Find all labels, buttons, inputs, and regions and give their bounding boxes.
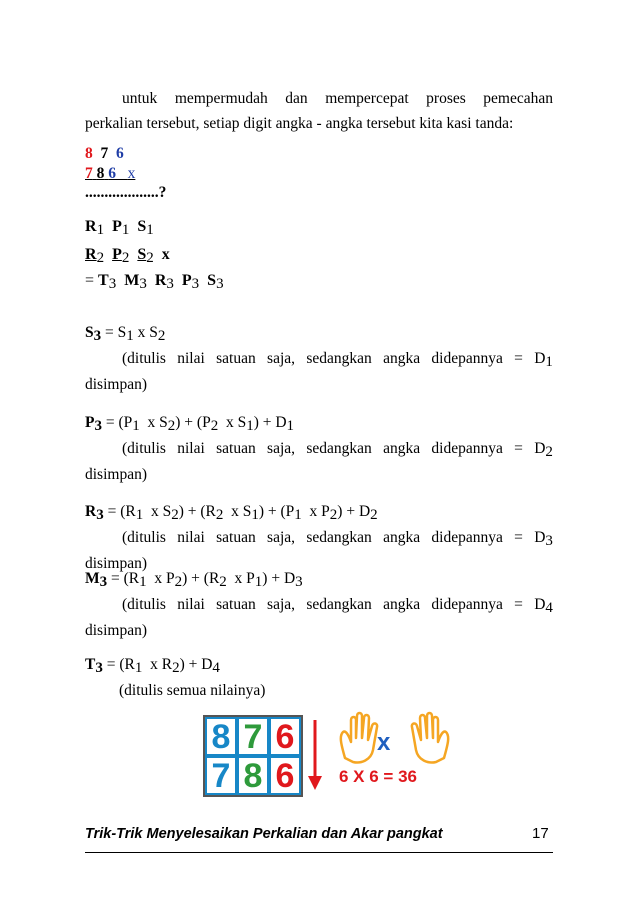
step-r3-note-end: disimpan) xyxy=(85,555,147,572)
intro-word: proses xyxy=(426,90,466,107)
intro-word: mempermudah xyxy=(174,90,268,107)
step-r3-lhs: $R_3$ xyxy=(85,503,104,523)
formula-row-3-part: $R_3$ xyxy=(154,272,174,292)
note-word: (ditulis xyxy=(122,596,166,613)
formula-row-1-part: $P_1$ xyxy=(112,218,130,238)
step-r3 xyxy=(85,503,378,524)
down-arrow-icon xyxy=(308,776,322,790)
step-p3-note-end: disimpan) xyxy=(85,466,147,483)
note-word: saja, xyxy=(267,350,296,367)
note-word: sedangkan xyxy=(306,529,372,546)
formula-row-2-sub: 2 xyxy=(146,250,154,266)
step-p3-term-sub: 2 xyxy=(167,418,176,434)
step-s3-lhs-sub: 3 xyxy=(93,328,102,344)
step-r3-term-sub: 1 xyxy=(294,507,302,523)
formula-row-3-sub: 3 xyxy=(191,276,200,292)
step-m3-term: x $P_2$ xyxy=(146,570,183,590)
formula-row-2-part: $R_2$ xyxy=(85,246,105,266)
step-r3-term-sub: 1 xyxy=(135,507,144,523)
step-r3-term: x $S_1$ xyxy=(223,503,259,523)
digit-cell: 7 xyxy=(237,717,269,756)
step-p3-lhs: $P_3$ xyxy=(85,414,102,434)
step-t3-note: (ditulis semua nilainya) xyxy=(119,682,266,699)
note-word: nilai xyxy=(177,350,205,367)
step-r3-term-sub: 1 xyxy=(251,507,259,523)
step-t3-lhs: $T_3$ xyxy=(85,656,103,676)
note-d-sub: 4 xyxy=(545,600,553,616)
formula-row-1-part: $S_1$ xyxy=(137,218,154,238)
step-t3-term: ) + $D_4$ xyxy=(179,656,220,676)
note-word: saja, xyxy=(267,596,296,613)
note-word: = xyxy=(514,596,523,613)
step-r3-term: ) + $D_2$ xyxy=(337,503,378,523)
step-t3-lhs-sub: 3 xyxy=(95,660,103,676)
step-t3 xyxy=(85,656,220,677)
note-word: satuan xyxy=(216,350,256,367)
step-r3-term-sub: 2 xyxy=(329,507,338,523)
right-hand-icon xyxy=(412,713,448,763)
intro-word: mempercepat xyxy=(325,90,409,107)
step-r3-term: x $S_2$ xyxy=(143,503,179,523)
step-r3-term-sub: 2 xyxy=(370,507,378,523)
step-p3-term: ) + $D_1$ xyxy=(253,414,295,434)
example-digit: 6 xyxy=(108,165,116,182)
step-s3-term-sub: 1 xyxy=(126,328,134,344)
example-digit: 8 xyxy=(85,145,93,162)
note-word: didepannya xyxy=(431,529,503,546)
note-d-sub: 3 xyxy=(545,533,553,549)
note-d: $D_2$ xyxy=(534,440,553,460)
step-s3-note-end: disimpan) xyxy=(85,376,147,393)
formula-row-1-sub: 1 xyxy=(121,222,130,238)
formula-row-2-part: $S_2$ xyxy=(137,246,154,266)
step-r3-note xyxy=(122,529,553,550)
step-m3 xyxy=(85,570,303,591)
note-word: = xyxy=(514,350,523,367)
step-p3-term-sub: 1 xyxy=(286,418,295,434)
intro-line-2: perkalian tersebut, setiap digit angka - angka tersebut kita kasi tanda: xyxy=(85,115,514,132)
step-t3-term: x $R_2$ xyxy=(142,656,180,676)
formula-row-2-part: x xyxy=(161,246,170,263)
step-m3-term-sub: 2 xyxy=(174,574,183,590)
step-p3-term: x $S_2$ xyxy=(139,414,176,434)
formula-row-2-sub: 2 xyxy=(121,250,130,266)
note-d-sub: 1 xyxy=(545,354,553,370)
step-p3 xyxy=(85,414,294,435)
intro-word: pemecahan xyxy=(483,90,553,107)
formula-row-1 xyxy=(85,218,154,239)
note-d-sub: 2 xyxy=(545,444,553,460)
times-sign: x xyxy=(377,729,391,756)
example-digit: 6 xyxy=(116,145,124,162)
formula-row-2-sub: 2 xyxy=(96,250,105,266)
step-m3-term-sub: 2 xyxy=(219,574,227,590)
equation-text: 6 X 6 = 36 xyxy=(339,767,417,786)
example-digit: 7 xyxy=(100,145,109,162)
formula-row-3-part: = $T_3$ xyxy=(85,272,117,292)
intro-word: untuk xyxy=(122,90,158,107)
example-row-2 xyxy=(85,165,135,183)
formula-row-3 xyxy=(85,272,224,293)
footer-title: Trik-Trik Menyelesaikan Perkalian dan Akar pangkat xyxy=(85,826,443,842)
step-m3-note xyxy=(122,596,553,617)
step-t3-term: = ($R_1$ xyxy=(106,656,143,676)
note-d: $D_4$ xyxy=(534,596,553,616)
note-word: (ditulis xyxy=(122,529,166,546)
step-p3-lhs-sub: 3 xyxy=(94,418,102,434)
formula-row-2-part: $P_2$ xyxy=(112,246,130,266)
note-word: = xyxy=(514,440,523,457)
note-word: (ditulis xyxy=(122,440,166,457)
page-number: 17 xyxy=(532,825,549,842)
step-p3-term: x $S_1$ xyxy=(218,414,254,434)
example-row-1 xyxy=(85,145,124,163)
digit-cell: 7 xyxy=(205,756,237,795)
note-word: satuan xyxy=(216,440,256,457)
note-word: nilai xyxy=(177,440,205,457)
digit-cell: 6 xyxy=(269,717,301,756)
example-digit: 7 xyxy=(85,165,93,182)
digit-cell: 8 xyxy=(205,717,237,756)
formula-row-2 xyxy=(85,246,170,267)
example-result: ...................? xyxy=(85,184,167,201)
note-word: angka xyxy=(383,440,421,457)
note-word: angka xyxy=(383,596,421,613)
step-p3-note xyxy=(122,440,553,461)
digit-cell: 6 xyxy=(269,756,301,795)
step-t3-term-sub: 4 xyxy=(212,660,220,676)
step-m3-term-sub: 3 xyxy=(295,574,303,590)
digit-grid xyxy=(203,715,303,797)
note-word: (ditulis xyxy=(122,350,166,367)
step-m3-term-sub: 1 xyxy=(254,574,263,590)
step-s3-term-sub: 2 xyxy=(157,328,166,344)
note-word: = xyxy=(514,529,523,546)
step-p3-term-sub: 2 xyxy=(210,418,219,434)
intro-word: dan xyxy=(285,90,308,107)
step-r3-term-sub: 2 xyxy=(171,507,179,523)
step-p3-term: ) + ($P_2$ xyxy=(175,414,219,434)
step-m3-term: ) + ($R_2$ xyxy=(182,570,227,590)
step-t3-term-sub: 2 xyxy=(172,660,180,676)
note-word: didepannya xyxy=(431,350,503,367)
step-r3-term-sub: 2 xyxy=(215,507,224,523)
note-word: nilai xyxy=(177,596,205,613)
formula-row-1-sub: 1 xyxy=(146,222,154,238)
note-word: angka xyxy=(383,350,421,367)
formula-row-3-sub: 3 xyxy=(166,276,174,292)
step-m3-term: ) + $D_3$ xyxy=(262,570,303,590)
formula-row-3-part: $P_3$ xyxy=(181,272,200,292)
left-hand-icon xyxy=(341,713,377,763)
step-s3-note xyxy=(122,350,553,371)
step-p3-term-sub: 1 xyxy=(246,418,254,434)
note-word: sedangkan xyxy=(306,596,372,613)
digit-cell: 8 xyxy=(237,756,269,795)
note-d: $D_3$ xyxy=(534,529,553,549)
step-r3-term: ) + ($P_1$ xyxy=(258,503,302,523)
note-word: satuan xyxy=(216,596,256,613)
note-word: didepannya xyxy=(431,440,503,457)
formula-row-3-sub: 3 xyxy=(139,276,147,292)
intro-line-1 xyxy=(122,90,553,108)
step-m3-term: x $P_1$ xyxy=(226,570,263,590)
step-s3-term: x $S_2$ xyxy=(133,324,166,344)
step-s3-term: = $S_1$ xyxy=(105,324,134,344)
note-d: $D_1$ xyxy=(534,350,553,370)
step-r3-lhs-sub: 3 xyxy=(96,507,104,523)
formula-row-1-sub: 1 xyxy=(96,222,105,238)
step-m3-term-sub: 1 xyxy=(139,574,147,590)
formula-row-3-sub: 3 xyxy=(216,276,224,292)
note-word: sedangkan xyxy=(306,440,372,457)
formula-row-1-part: $R_1$ xyxy=(85,218,105,238)
note-word: saja, xyxy=(267,440,296,457)
step-t3-term-sub: 1 xyxy=(134,660,143,676)
formula-row-3-part: $M_3$ xyxy=(124,272,147,292)
note-word: nilai xyxy=(177,529,205,546)
step-r3-term: x $P_2$ xyxy=(301,503,338,523)
footer-rule xyxy=(85,852,553,853)
step-r3-term: = ($R_1$ xyxy=(107,503,144,523)
step-m3-lhs-sub: 3 xyxy=(99,574,108,590)
note-word: satuan xyxy=(216,529,256,546)
step-p3-term: = ($P_1$ xyxy=(105,414,140,434)
step-p3-term-sub: 1 xyxy=(132,418,140,434)
multiplication-illustration xyxy=(305,710,545,800)
note-word: angka xyxy=(383,529,421,546)
note-word: saja, xyxy=(267,529,296,546)
step-s3 xyxy=(85,324,165,345)
step-m3-note-end: disimpan) xyxy=(85,622,147,639)
step-m3-term: = ($R_1$ xyxy=(111,570,147,590)
formula-row-3-sub: 3 xyxy=(108,276,117,292)
note-word: didepannya xyxy=(431,596,503,613)
note-word: sedangkan xyxy=(306,350,372,367)
equals: = xyxy=(85,272,99,289)
example-digit: 8 xyxy=(96,165,105,182)
step-r3-term: ) + ($R_2$ xyxy=(178,503,224,523)
example-operator: x xyxy=(127,165,136,182)
step-s3-lhs: $S_3$ xyxy=(85,324,102,344)
step-m3-lhs: $M_3$ xyxy=(85,570,108,590)
formula-row-3-part: $S_3$ xyxy=(207,272,224,292)
